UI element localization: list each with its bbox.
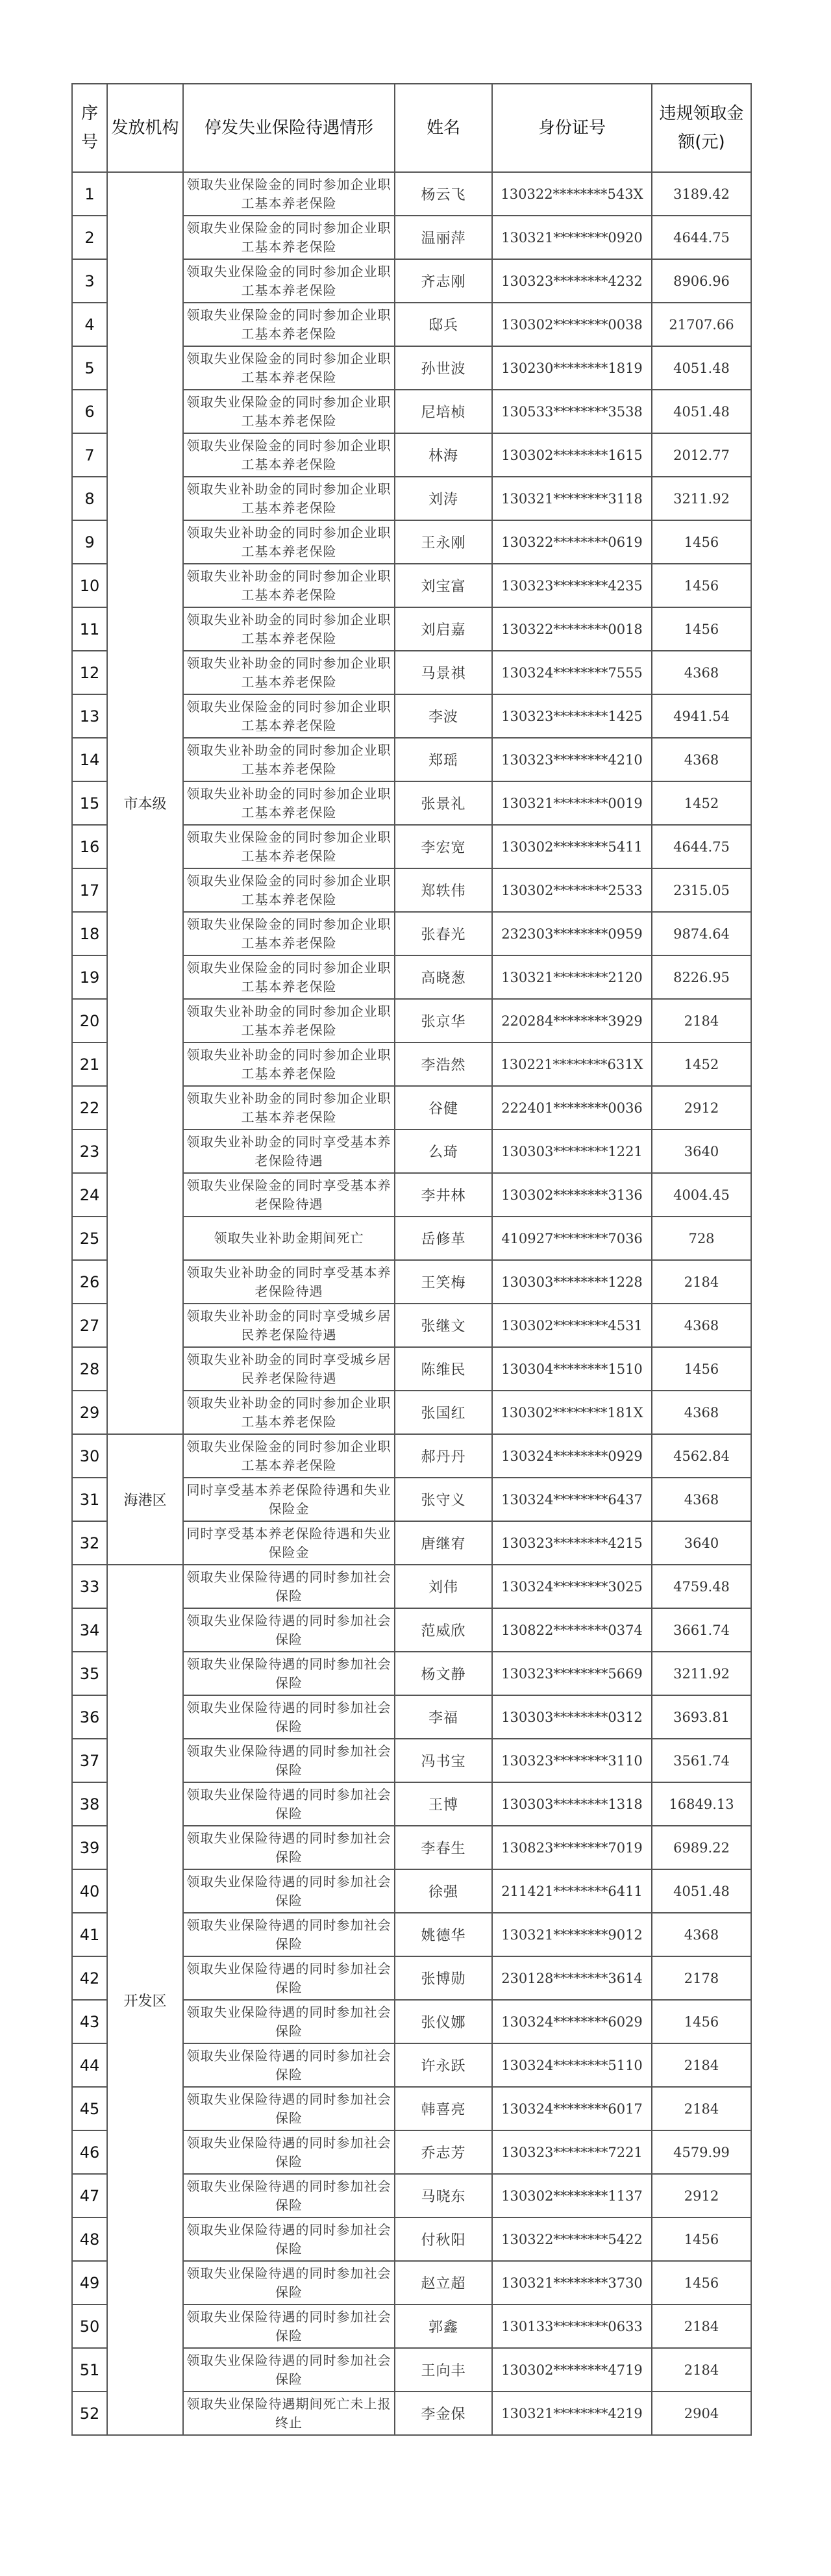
id-number: 130302********4719 xyxy=(492,2348,652,2392)
situation: 领取失业保险待遇期间死亡未上报终止 xyxy=(183,2392,395,2435)
row-number: 41 xyxy=(72,1913,107,1956)
amount: 4368 xyxy=(652,738,751,781)
table-body xyxy=(72,172,751,2435)
row-number: 29 xyxy=(72,1391,107,1434)
situation: 领取失业保险金的同时参加企业职工基本养老保险 xyxy=(183,172,395,216)
amount: 1456 xyxy=(652,607,751,651)
person-name: 刘启嘉 xyxy=(395,607,492,651)
situation: 领取失业保险金的同时参加企业职工基本养老保险 xyxy=(183,955,395,999)
amount: 4562.84 xyxy=(652,1434,751,1478)
person-name: 马景祺 xyxy=(395,651,492,694)
row-number: 7 xyxy=(72,433,107,477)
amount: 2184 xyxy=(652,999,751,1042)
issuing-agency: 海港区 xyxy=(107,1434,183,1565)
situation: 领取失业补助金的同时享受基本养老保险待遇 xyxy=(183,1260,395,1304)
person-name: 么琦 xyxy=(395,1130,492,1173)
id-number: 130323********4232 xyxy=(492,259,652,303)
amount: 1456 xyxy=(652,2261,751,2305)
row-number: 15 xyxy=(72,781,107,825)
id-number: 130324********6017 xyxy=(492,2087,652,2130)
person-name: 温丽萍 xyxy=(395,216,492,259)
id-number: 130533********3538 xyxy=(492,390,652,433)
person-name: 李金保 xyxy=(395,2392,492,2435)
situation: 领取失业补助金的同时参加企业职工基本养老保险 xyxy=(183,781,395,825)
row-number: 24 xyxy=(72,1173,107,1217)
amount: 4051.48 xyxy=(652,1869,751,1913)
situation: 领取失业保险待遇的同时参加社会保险 xyxy=(183,2087,395,2130)
situation: 领取失业保险金的同时参加企业职工基本养老保险 xyxy=(183,216,395,259)
person-name: 乔志芳 xyxy=(395,2130,492,2174)
amount: 4759.48 xyxy=(652,1565,751,1608)
id-number: 130302********1137 xyxy=(492,2174,652,2217)
id-number: 232303********0959 xyxy=(492,912,652,955)
id-number: 130322********543X xyxy=(492,172,652,216)
id-number: 130303********0312 xyxy=(492,1695,652,1739)
person-name: 李福 xyxy=(395,1695,492,1739)
id-number: 130221********631X xyxy=(492,1042,652,1086)
id-number: 130133********0633 xyxy=(492,2305,652,2348)
situation: 领取失业保险金的同时参加企业职工基本养老保险 xyxy=(183,390,395,433)
situation: 领取失业保险金的同时享受基本养老保险待遇 xyxy=(183,1173,395,1217)
situation: 领取失业保险待遇的同时参加社会保险 xyxy=(183,1782,395,1826)
row-number: 1 xyxy=(72,172,107,216)
amount: 2184 xyxy=(652,2043,751,2087)
amount: 2178 xyxy=(652,1956,751,2000)
person-name: 马晓东 xyxy=(395,2174,492,2217)
amount: 1456 xyxy=(652,2000,751,2043)
row-number: 39 xyxy=(72,1826,107,1869)
row-number: 19 xyxy=(72,955,107,999)
table-row xyxy=(72,1434,751,1478)
id-number: 130302********3136 xyxy=(492,1173,652,1217)
id-number: 130324********7555 xyxy=(492,651,652,694)
amount: 6989.22 xyxy=(652,1826,751,1869)
amount: 3211.92 xyxy=(652,477,751,520)
amount: 3561.74 xyxy=(652,1739,751,1782)
person-name: 孙世波 xyxy=(395,346,492,390)
id-number: 130302********4531 xyxy=(492,1304,652,1347)
person-name: 刘伟 xyxy=(395,1565,492,1608)
person-name: 李宏宽 xyxy=(395,825,492,868)
id-number: 130303********1318 xyxy=(492,1782,652,1826)
person-name: 张京华 xyxy=(395,999,492,1042)
amount: 2184 xyxy=(652,2087,751,2130)
person-name: 林海 xyxy=(395,433,492,477)
issuing-agency: 市本级 xyxy=(107,172,183,1434)
situation: 领取失业保险待遇的同时参加社会保险 xyxy=(183,1869,395,1913)
row-number: 20 xyxy=(72,999,107,1042)
row-number: 11 xyxy=(72,607,107,651)
person-name: 刘涛 xyxy=(395,477,492,520)
row-number: 8 xyxy=(72,477,107,520)
row-number: 47 xyxy=(72,2174,107,2217)
row-number: 23 xyxy=(72,1130,107,1173)
person-name: 刘宝富 xyxy=(395,564,492,607)
id-number: 211421********6411 xyxy=(492,1869,652,1913)
amount: 4368 xyxy=(652,1304,751,1347)
situation: 领取失业保险待遇的同时参加社会保险 xyxy=(183,2305,395,2348)
table-row xyxy=(72,1565,751,1608)
amount: 3661.74 xyxy=(652,1608,751,1652)
person-name: 郝丹丹 xyxy=(395,1434,492,1478)
row-number: 49 xyxy=(72,2261,107,2305)
id-number: 130323********3110 xyxy=(492,1739,652,1782)
person-name: 岳修革 xyxy=(395,1217,492,1260)
row-number: 46 xyxy=(72,2130,107,2174)
situation: 领取失业保险金的同时参加企业职工基本养老保险 xyxy=(183,346,395,390)
person-name: 郑轶伟 xyxy=(395,868,492,912)
id-number: 130321********4219 xyxy=(492,2392,652,2435)
row-number: 51 xyxy=(72,2348,107,2392)
person-name: 李波 xyxy=(395,694,492,738)
id-number: 130323********1425 xyxy=(492,694,652,738)
id-number: 130304********1510 xyxy=(492,1347,652,1391)
id-number: 130230********1819 xyxy=(492,346,652,390)
situation: 领取失业补助金的同时享受基本养老保险待遇 xyxy=(183,1130,395,1173)
row-number: 9 xyxy=(72,520,107,564)
amount: 4051.48 xyxy=(652,346,751,390)
id-number: 130302********1615 xyxy=(492,433,652,477)
row-number: 28 xyxy=(72,1347,107,1391)
id-number: 130321********3730 xyxy=(492,2261,652,2305)
situation: 同时享受基本养老保险待遇和失业保险金 xyxy=(183,1478,395,1521)
situation: 领取失业补助金的同时参加企业职工基本养老保险 xyxy=(183,520,395,564)
row-number: 10 xyxy=(72,564,107,607)
person-name: 许永跃 xyxy=(395,2043,492,2087)
row-number: 52 xyxy=(72,2392,107,2435)
row-number: 37 xyxy=(72,1739,107,1782)
amount: 2184 xyxy=(652,1260,751,1304)
id-number: 130322********0018 xyxy=(492,607,652,651)
row-number: 34 xyxy=(72,1608,107,1652)
person-name: 李春生 xyxy=(395,1826,492,1869)
person-name: 张博勋 xyxy=(395,1956,492,2000)
header-no: 序号 xyxy=(72,84,107,172)
situation: 领取失业补助金的同时享受城乡居民养老保险待遇 xyxy=(183,1347,395,1391)
situation: 领取失业补助金的同时参加企业职工基本养老保险 xyxy=(183,999,395,1042)
id-number: 130823********7019 xyxy=(492,1826,652,1869)
row-number: 6 xyxy=(72,390,107,433)
amount: 8906.96 xyxy=(652,259,751,303)
person-name: 冯书宝 xyxy=(395,1739,492,1782)
person-name: 杨文静 xyxy=(395,1652,492,1695)
row-number: 13 xyxy=(72,694,107,738)
id-number: 130323********4235 xyxy=(492,564,652,607)
amount: 1452 xyxy=(652,1042,751,1086)
amount: 728 xyxy=(652,1217,751,1260)
person-name: 王永刚 xyxy=(395,520,492,564)
person-name: 范威欣 xyxy=(395,1608,492,1652)
amount: 3693.81 xyxy=(652,1695,751,1739)
header-name: 姓名 xyxy=(395,84,492,172)
amount: 2912 xyxy=(652,1086,751,1130)
amount: 1456 xyxy=(652,564,751,607)
row-number: 48 xyxy=(72,2217,107,2261)
situation: 领取失业保险待遇的同时参加社会保险 xyxy=(183,1565,395,1608)
person-name: 李井林 xyxy=(395,1173,492,1217)
situation: 领取失业保险金的同时参加企业职工基本养老保险 xyxy=(183,912,395,955)
person-name: 齐志刚 xyxy=(395,259,492,303)
situation: 领取失业保险金的同时参加企业职工基本养老保险 xyxy=(183,868,395,912)
situation: 领取失业补助金期间死亡 xyxy=(183,1217,395,1260)
row-number: 44 xyxy=(72,2043,107,2087)
id-number: 220284********3929 xyxy=(492,999,652,1042)
row-number: 22 xyxy=(72,1086,107,1130)
id-number: 130302********181X xyxy=(492,1391,652,1434)
situation: 领取失业补助金的同时参加企业职工基本养老保险 xyxy=(183,651,395,694)
id-number: 130324********6437 xyxy=(492,1478,652,1521)
person-name: 王博 xyxy=(395,1782,492,1826)
situation: 领取失业补助金的同时参加企业职工基本养老保险 xyxy=(183,477,395,520)
id-number: 130321********0920 xyxy=(492,216,652,259)
id-number: 222401********0036 xyxy=(492,1086,652,1130)
id-number: 130303********1221 xyxy=(492,1130,652,1173)
amount: 4368 xyxy=(652,1391,751,1434)
row-number: 3 xyxy=(72,259,107,303)
row-number: 18 xyxy=(72,912,107,955)
row-number: 12 xyxy=(72,651,107,694)
amount: 1452 xyxy=(652,781,751,825)
amount: 9874.64 xyxy=(652,912,751,955)
situation: 领取失业保险金的同时参加企业职工基本养老保险 xyxy=(183,259,395,303)
id-number: 130302********5411 xyxy=(492,825,652,868)
situation: 领取失业保险待遇的同时参加社会保险 xyxy=(183,2174,395,2217)
id-number: 130321********2120 xyxy=(492,955,652,999)
id-number: 130822********0374 xyxy=(492,1608,652,1652)
situation: 领取失业保险待遇的同时参加社会保险 xyxy=(183,2043,395,2087)
amount: 2904 xyxy=(652,2392,751,2435)
row-number: 25 xyxy=(72,1217,107,1260)
row-number: 50 xyxy=(72,2305,107,2348)
situation: 领取失业保险待遇的同时参加社会保险 xyxy=(183,2261,395,2305)
header-situation: 停发失业保险待遇情形 xyxy=(183,84,395,172)
situation: 领取失业保险金的同时参加企业职工基本养老保险 xyxy=(183,1434,395,1478)
situation: 领取失业补助金的同时享受城乡居民养老保险待遇 xyxy=(183,1304,395,1347)
person-name: 郭鑫 xyxy=(395,2305,492,2348)
amount: 4644.75 xyxy=(652,216,751,259)
person-name: 陈维民 xyxy=(395,1347,492,1391)
situation: 领取失业保险待遇的同时参加社会保险 xyxy=(183,2348,395,2392)
id-number: 130324********5110 xyxy=(492,2043,652,2087)
person-name: 张守义 xyxy=(395,1478,492,1521)
row-number: 14 xyxy=(72,738,107,781)
situation: 领取失业保险待遇的同时参加社会保险 xyxy=(183,1739,395,1782)
situation: 领取失业保险金的同时参加企业职工基本养老保险 xyxy=(183,303,395,346)
situation: 领取失业补助金的同时参加企业职工基本养老保险 xyxy=(183,1042,395,1086)
amount: 4004.45 xyxy=(652,1173,751,1217)
person-name: 姚德华 xyxy=(395,1913,492,1956)
situation: 领取失业保险待遇的同时参加社会保险 xyxy=(183,2000,395,2043)
situation: 领取失业补助金的同时参加企业职工基本养老保险 xyxy=(183,1391,395,1434)
id-number: 130323********4215 xyxy=(492,1521,652,1565)
amount: 4941.54 xyxy=(652,694,751,738)
amount: 3189.42 xyxy=(652,172,751,216)
amount: 1456 xyxy=(652,2217,751,2261)
row-number: 43 xyxy=(72,2000,107,2043)
amount: 8226.95 xyxy=(652,955,751,999)
situation: 领取失业保险待遇的同时参加社会保险 xyxy=(183,1695,395,1739)
person-name: 尼培桢 xyxy=(395,390,492,433)
amount: 4051.48 xyxy=(652,390,751,433)
row-number: 42 xyxy=(72,1956,107,2000)
amount: 16849.13 xyxy=(652,1782,751,1826)
violations-table xyxy=(71,83,752,2436)
situation: 领取失业保险金的同时参加企业职工基本养老保险 xyxy=(183,694,395,738)
header-id: 身份证号 xyxy=(492,84,652,172)
id-number: 230128********3614 xyxy=(492,1956,652,2000)
id-number: 130302********0038 xyxy=(492,303,652,346)
amount: 2912 xyxy=(652,2174,751,2217)
situation: 同时享受基本养老保险待遇和失业保险金 xyxy=(183,1521,395,1565)
id-number: 130324********3025 xyxy=(492,1565,652,1608)
id-number: 130323********5669 xyxy=(492,1652,652,1695)
id-number: 130321********0019 xyxy=(492,781,652,825)
situation: 领取失业保险待遇的同时参加社会保险 xyxy=(183,1608,395,1652)
row-number: 33 xyxy=(72,1565,107,1608)
row-number: 17 xyxy=(72,868,107,912)
row-number: 26 xyxy=(72,1260,107,1304)
amount: 21707.66 xyxy=(652,303,751,346)
amount: 4644.75 xyxy=(652,825,751,868)
person-name: 高晓葱 xyxy=(395,955,492,999)
situation: 领取失业补助金的同时参加企业职工基本养老保险 xyxy=(183,564,395,607)
person-name: 李浩然 xyxy=(395,1042,492,1086)
id-number: 130323********4210 xyxy=(492,738,652,781)
person-name: 张春光 xyxy=(395,912,492,955)
row-number: 36 xyxy=(72,1695,107,1739)
person-name: 邸兵 xyxy=(395,303,492,346)
row-number: 30 xyxy=(72,1434,107,1478)
amount: 2184 xyxy=(652,2305,751,2348)
row-number: 21 xyxy=(72,1042,107,1086)
row-number: 38 xyxy=(72,1782,107,1826)
person-name: 郑瑶 xyxy=(395,738,492,781)
situation: 领取失业保险待遇的同时参加社会保险 xyxy=(183,1913,395,1956)
person-name: 赵立超 xyxy=(395,2261,492,2305)
id-number: 130302********2533 xyxy=(492,868,652,912)
row-number: 45 xyxy=(72,2087,107,2130)
situation: 领取失业保险待遇的同时参加社会保险 xyxy=(183,1956,395,2000)
id-number: 130324********6029 xyxy=(492,2000,652,2043)
row-number: 40 xyxy=(72,1869,107,1913)
row-number: 5 xyxy=(72,346,107,390)
amount: 4579.99 xyxy=(652,2130,751,2174)
row-number: 32 xyxy=(72,1521,107,1565)
row-number: 4 xyxy=(72,303,107,346)
person-name: 谷健 xyxy=(395,1086,492,1130)
situation: 领取失业补助金的同时参加企业职工基本养老保险 xyxy=(183,738,395,781)
person-name: 韩喜亮 xyxy=(395,2087,492,2130)
table-row xyxy=(72,172,751,216)
table-header-row xyxy=(72,84,751,172)
id-number: 130323********7221 xyxy=(492,2130,652,2174)
amount: 3640 xyxy=(652,1130,751,1173)
row-number: 31 xyxy=(72,1478,107,1521)
id-number: 130321********3118 xyxy=(492,477,652,520)
person-name: 唐继宥 xyxy=(395,1521,492,1565)
amount: 2184 xyxy=(652,2348,751,2392)
row-number: 35 xyxy=(72,1652,107,1695)
amount: 4368 xyxy=(652,651,751,694)
situation: 领取失业保险待遇的同时参加社会保险 xyxy=(183,2217,395,2261)
header-org: 发放机构 xyxy=(107,84,183,172)
situation: 领取失业保险待遇的同时参加社会保险 xyxy=(183,2130,395,2174)
situation: 领取失业补助金的同时参加企业职工基本养老保险 xyxy=(183,1086,395,1130)
amount: 1456 xyxy=(652,1347,751,1391)
id-number: 130321********9012 xyxy=(492,1913,652,1956)
issuing-agency: 开发区 xyxy=(107,1565,183,2435)
situation: 领取失业补助金的同时参加企业职工基本养老保险 xyxy=(183,607,395,651)
person-name: 张仪娜 xyxy=(395,2000,492,2043)
id-number: 130322********5422 xyxy=(492,2217,652,2261)
id-number: 130322********0619 xyxy=(492,520,652,564)
row-number: 27 xyxy=(72,1304,107,1347)
row-number: 16 xyxy=(72,825,107,868)
person-name: 徐强 xyxy=(395,1869,492,1913)
amount: 2012.77 xyxy=(652,433,751,477)
situation: 领取失业保险待遇的同时参加社会保险 xyxy=(183,1652,395,1695)
id-number: 410927********7036 xyxy=(492,1217,652,1260)
amount: 1456 xyxy=(652,520,751,564)
person-name: 王向丰 xyxy=(395,2348,492,2392)
person-name: 张景礼 xyxy=(395,781,492,825)
person-name: 王笑梅 xyxy=(395,1260,492,1304)
situation: 领取失业保险金的同时参加企业职工基本养老保险 xyxy=(183,825,395,868)
amount: 3640 xyxy=(652,1521,751,1565)
row-number: 2 xyxy=(72,216,107,259)
header-amount: 违规领取金额(元) xyxy=(652,84,751,172)
situation: 领取失业保险待遇的同时参加社会保险 xyxy=(183,1826,395,1869)
amount: 2315.05 xyxy=(652,868,751,912)
amount: 3211.92 xyxy=(652,1652,751,1695)
amount: 4368 xyxy=(652,1913,751,1956)
id-number: 130324********0929 xyxy=(492,1434,652,1478)
person-name: 张继文 xyxy=(395,1304,492,1347)
person-name: 杨云飞 xyxy=(395,172,492,216)
id-number: 130303********1228 xyxy=(492,1260,652,1304)
person-name: 付秋阳 xyxy=(395,2217,492,2261)
situation: 领取失业保险金的同时参加企业职工基本养老保险 xyxy=(183,433,395,477)
person-name: 张国红 xyxy=(395,1391,492,1434)
amount: 4368 xyxy=(652,1478,751,1521)
